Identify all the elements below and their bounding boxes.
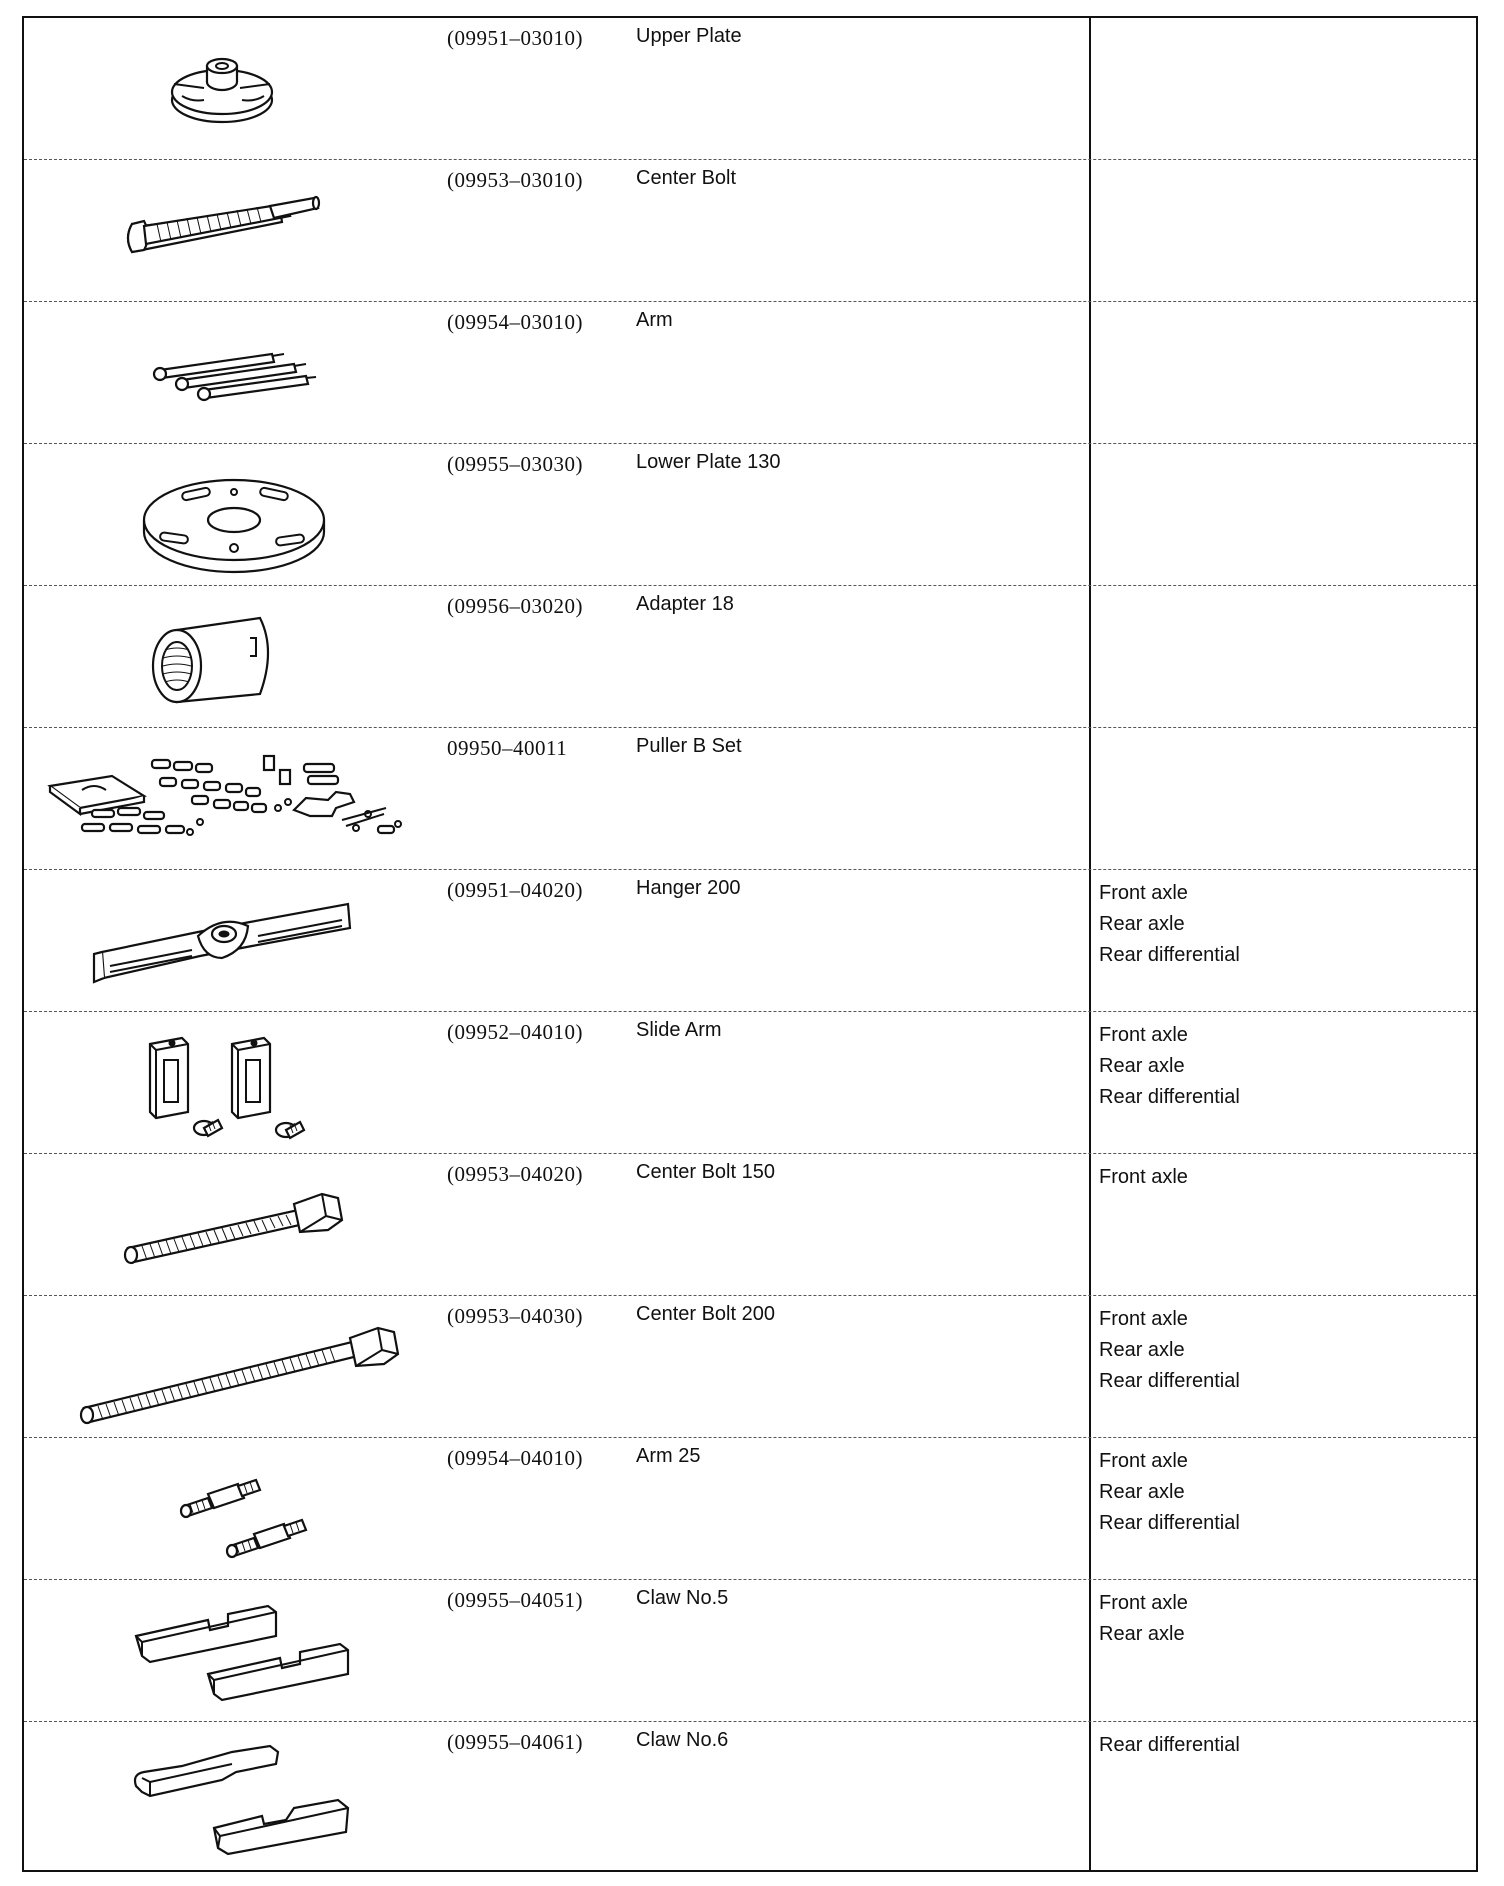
tool-name: Claw No.5: [636, 1587, 729, 1609]
tool-name: Upper Plate: [636, 25, 742, 47]
table-row: [24, 1438, 1476, 1580]
application-item: Front axle: [1099, 1308, 1188, 1330]
adapter-icon: [32, 590, 452, 724]
application-item: Front axle: [1099, 1592, 1188, 1614]
tool-name: Hanger 200: [636, 877, 741, 899]
application-list: [1099, 1020, 1240, 1113]
slide-arm-icon: [32, 1016, 452, 1150]
application-list: [1099, 1304, 1240, 1397]
table-row: [24, 728, 1476, 870]
application-item: Front axle: [1099, 882, 1188, 904]
center-bolt-icon: [32, 164, 452, 298]
table-row: [24, 302, 1476, 444]
tool-name: Adapter 18: [636, 593, 734, 615]
table-row: [24, 1012, 1476, 1154]
tool-code: (09954–04010): [447, 1446, 583, 1470]
table-row: [24, 1154, 1476, 1296]
tool-code: (09951–04020): [447, 878, 583, 902]
application-item: Rear differential: [1099, 1086, 1240, 1108]
upper-plate-icon: [32, 22, 452, 156]
tool-code: 09950–40011: [447, 736, 568, 760]
application-item: Front axle: [1099, 1450, 1188, 1472]
puller-set-icon: [32, 732, 452, 866]
special-tools-table: [22, 16, 1478, 1872]
table-row: [24, 160, 1476, 302]
application-item: Rear axle: [1099, 1623, 1185, 1645]
tool-code: (09955–03030): [447, 452, 583, 476]
tool-name: Arm 25: [636, 1445, 701, 1467]
tool-name: Center Bolt: [636, 167, 737, 189]
application-list: [1099, 1162, 1188, 1193]
application-item: Rear axle: [1099, 1481, 1185, 1503]
arm-25-icon: [32, 1442, 452, 1576]
application-list: [1099, 878, 1240, 971]
table-row: [24, 586, 1476, 728]
table-row: [24, 870, 1476, 1012]
tool-name: Center Bolt 150: [636, 1161, 775, 1183]
application-item: Front axle: [1099, 1024, 1188, 1046]
application-list: [1099, 1730, 1240, 1761]
application-item: Rear differential: [1099, 1512, 1240, 1534]
application-item: Rear axle: [1099, 913, 1185, 935]
table-row: [24, 444, 1476, 586]
application-list: [1099, 1588, 1188, 1650]
tool-code: (09952–04010): [447, 1020, 583, 1044]
tool-code: (09955–04051): [447, 1588, 583, 1612]
claw-6-icon: [32, 1726, 452, 1860]
tool-name: Claw No.6: [636, 1729, 729, 1751]
tool-code: (09953–03010): [447, 168, 583, 192]
table-row: [24, 1722, 1476, 1864]
table-row: [24, 1580, 1476, 1722]
tool-code: (09951–03010): [447, 26, 583, 50]
arm-set-icon: [32, 306, 452, 440]
tool-code: (09953–04030): [447, 1304, 583, 1328]
tool-name: Lower Plate 130: [636, 451, 781, 473]
application-item: Rear differential: [1099, 1734, 1240, 1756]
application-item: Rear axle: [1099, 1055, 1185, 1077]
tool-code: (09956–03020): [447, 594, 583, 618]
application-item: Rear differential: [1099, 944, 1240, 966]
tool-name: Arm: [636, 309, 673, 331]
tool-name: Puller B Set: [636, 735, 742, 757]
center-bolt-150-icon: [32, 1158, 452, 1292]
application-item: Rear axle: [1099, 1339, 1185, 1361]
application-item: Rear differential: [1099, 1370, 1240, 1392]
lower-plate-icon: [32, 448, 452, 582]
application-list: [1099, 1446, 1240, 1539]
claw-5-icon: [32, 1584, 452, 1718]
table-row: [24, 18, 1476, 160]
tool-code: (09955–04061): [447, 1730, 583, 1754]
hanger-icon: [32, 874, 452, 1008]
tool-name: Center Bolt 200: [636, 1303, 775, 1325]
table-row: [24, 1296, 1476, 1438]
tool-name: Slide Arm: [636, 1019, 722, 1041]
tool-code: (09954–03010): [447, 310, 583, 334]
tool-code: (09953–04020): [447, 1162, 583, 1186]
application-item: Front axle: [1099, 1166, 1188, 1188]
center-bolt-200-icon: [32, 1300, 452, 1434]
